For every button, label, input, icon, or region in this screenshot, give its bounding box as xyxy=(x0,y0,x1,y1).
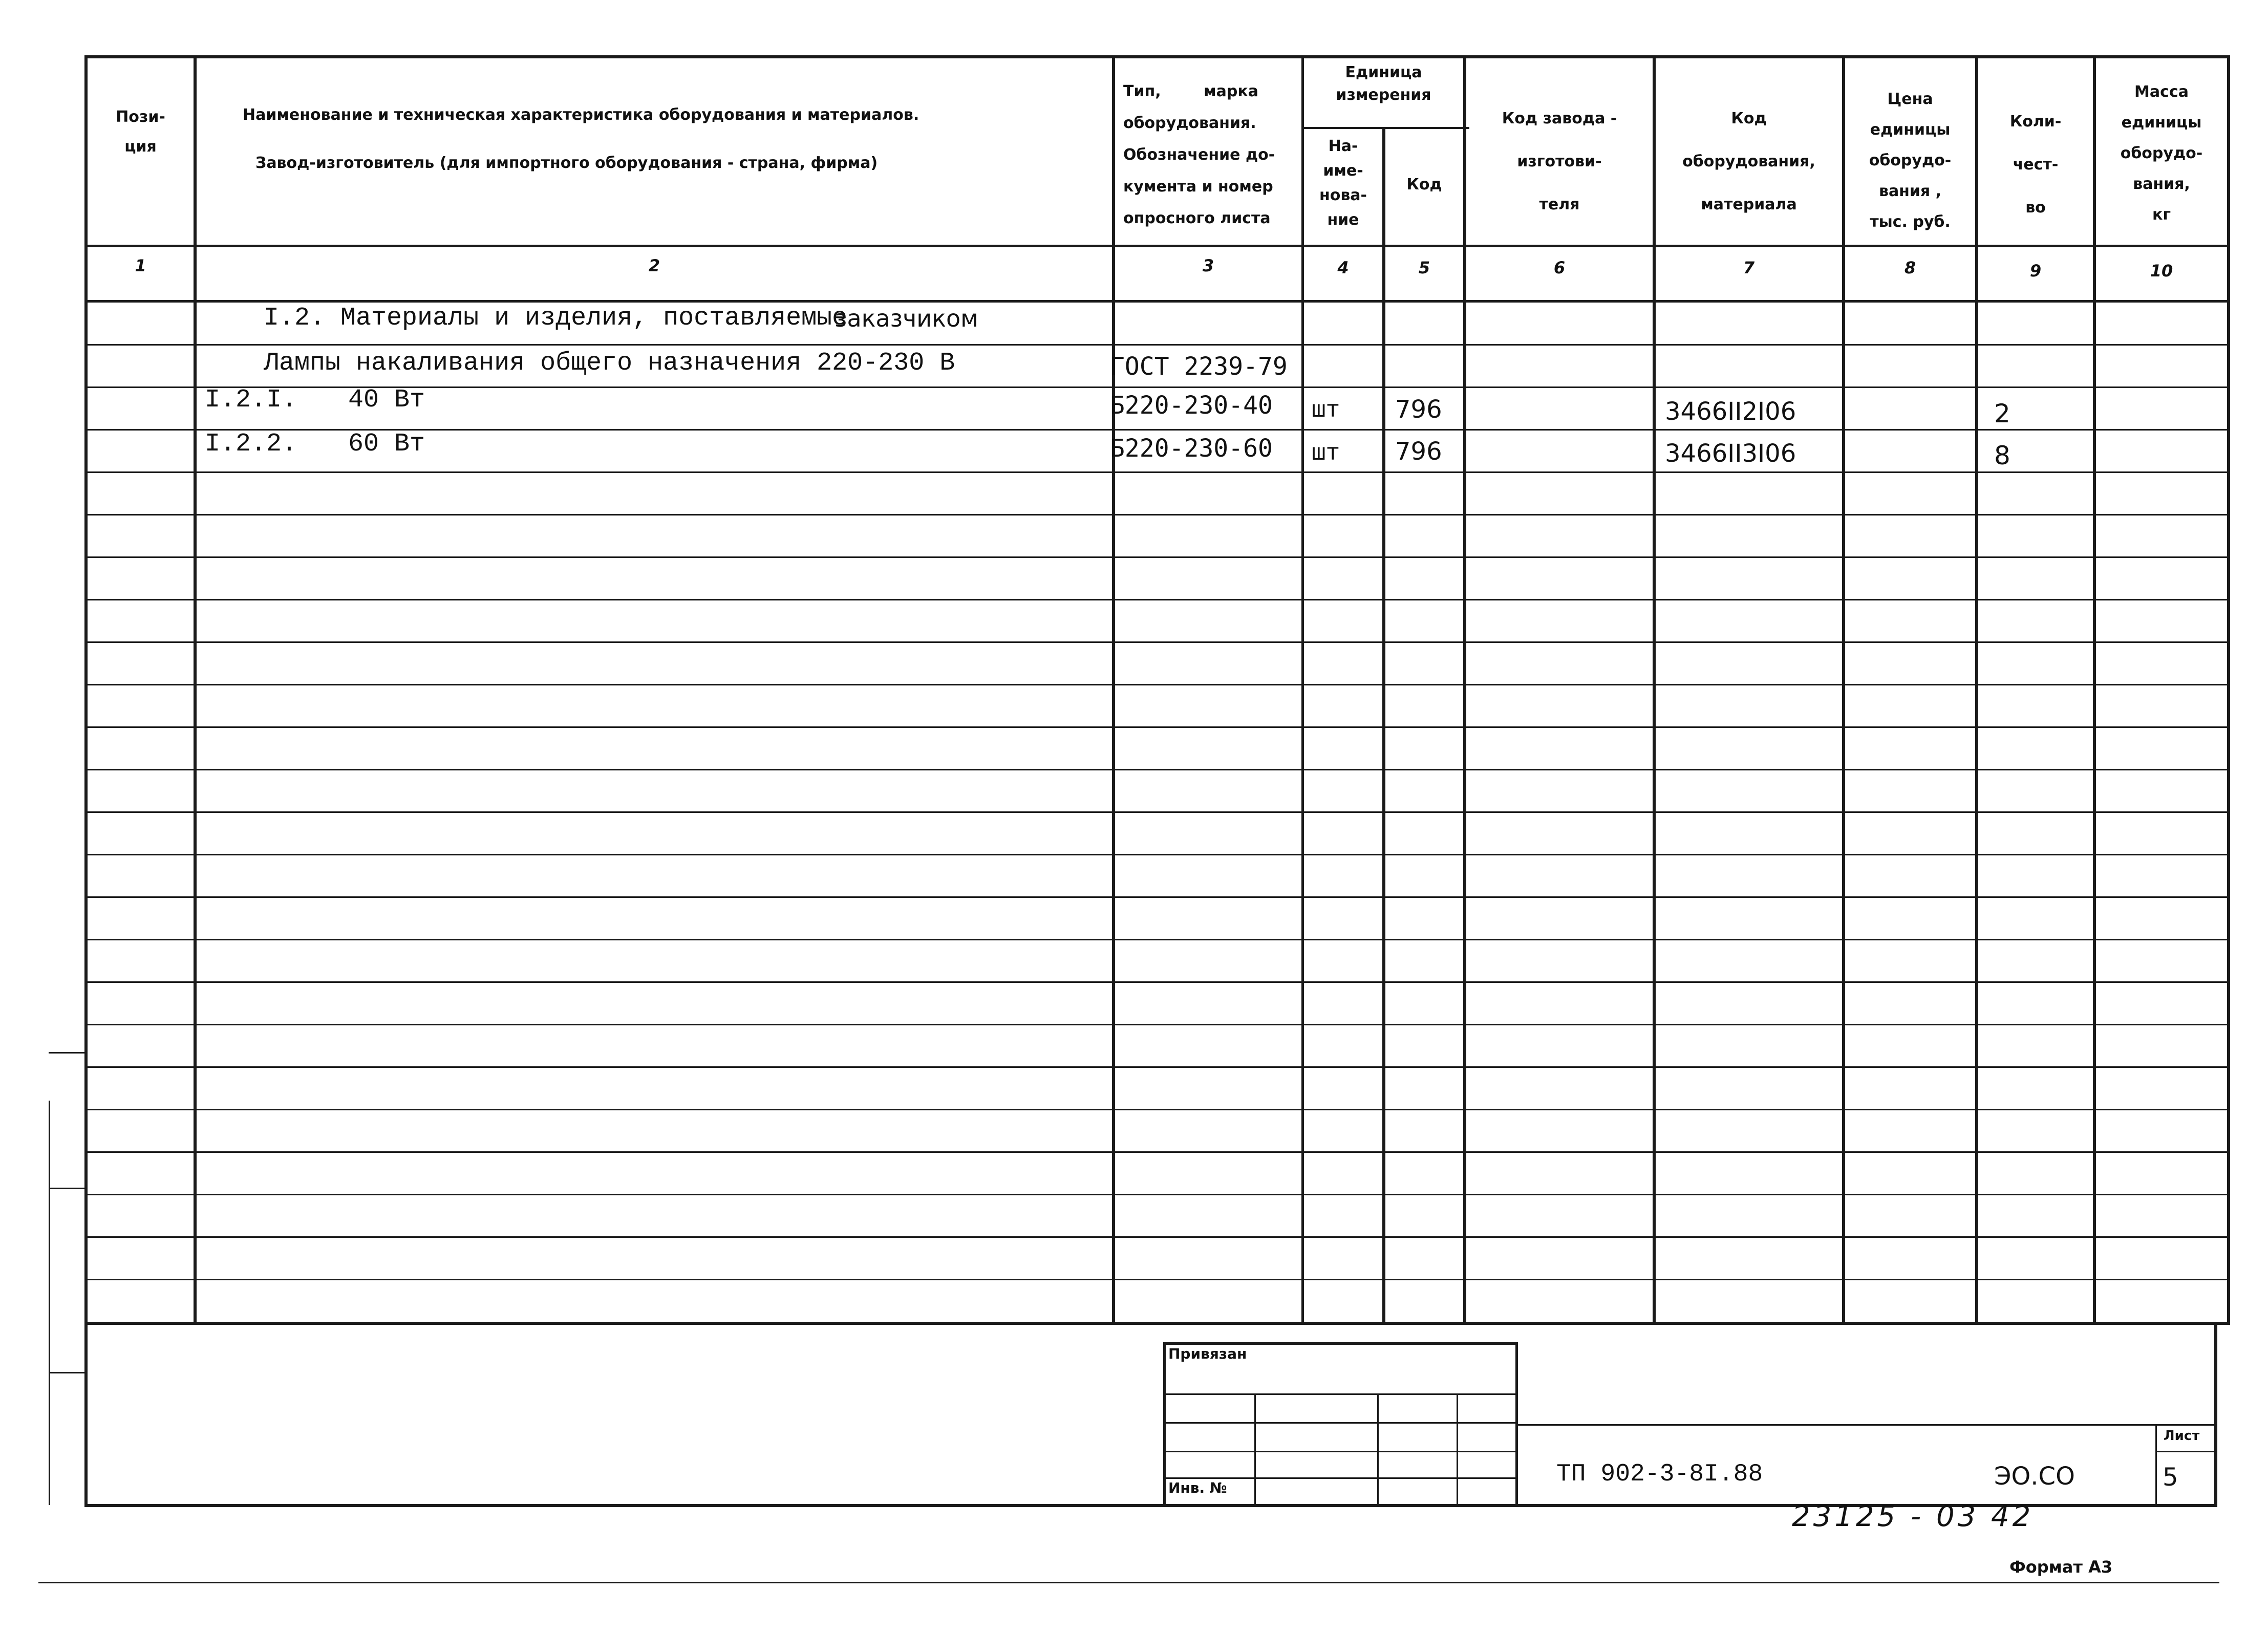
document-code: ТП 902-3-8I.88 xyxy=(1556,1460,1763,1488)
column-number-1: 1 xyxy=(135,256,146,275)
header-type-mark: Тип, марка оборудования. Обозначение до- кумента и номер опросного листа xyxy=(1123,82,1275,227)
row-name: 60 Вт xyxy=(348,429,425,459)
row-type: Б220-230-60 xyxy=(1110,434,1273,463)
stamp-inv-number: Инв. № xyxy=(1168,1479,1227,1496)
column-number-9: 9 xyxy=(2029,261,2042,281)
stamp-privyazan: Привязан xyxy=(1168,1345,1247,1362)
header-item-code: Код оборудования, материала xyxy=(1682,110,1815,213)
column-number-2: 2 xyxy=(648,256,660,275)
row-position: I.2.I. xyxy=(205,385,297,415)
header-unit-group: Единица измерения xyxy=(1336,63,1431,104)
row-quantity: 2 xyxy=(1994,399,2010,428)
row-name: 40 Вт xyxy=(348,385,425,415)
row-item-code: 3466II2I06 xyxy=(1665,397,1796,426)
header-unit-mass: Масса единицы оборудо- вания, кг xyxy=(2120,83,2203,224)
row-quantity: 8 xyxy=(1994,441,2010,470)
row-type: Б220-230-40 xyxy=(1110,391,1273,420)
column-number-4: 4 xyxy=(1337,258,1349,277)
row-position: I.2.2. xyxy=(205,429,297,459)
row-type: ГОСТ 2239-79 xyxy=(1110,352,1288,381)
sheet-number: 5 xyxy=(2163,1463,2178,1492)
row-unit: шт xyxy=(1312,397,1340,424)
column-number-6: 6 xyxy=(1553,258,1566,277)
row-name-handwritten: заказчиком xyxy=(835,305,978,332)
row-name: I.2. Материалы и изделия, поставляемые xyxy=(264,304,848,333)
format-label: Формат А3 xyxy=(2009,1557,2113,1577)
section-code: ЭО.СО xyxy=(1994,1462,2075,1491)
row-unit-code: 796 xyxy=(1395,437,1442,466)
header-unit-name: На- име- нова- ние xyxy=(1319,137,1367,229)
column-number-7: 7 xyxy=(1743,258,1755,277)
column-number-3: 3 xyxy=(1202,256,1214,275)
header-factory-code: Код завода - изготови- теля xyxy=(1502,110,1617,213)
column-number-8: 8 xyxy=(1904,258,1916,277)
row-item-code: 3466II3I06 xyxy=(1665,439,1796,468)
column-number-10: 10 xyxy=(2150,261,2173,281)
header-unit-code: Код xyxy=(1406,176,1442,194)
row-unit: шт xyxy=(1312,440,1340,467)
header-quantity: Коли- чест- во xyxy=(2009,113,2062,217)
header-name-line2: Завод-изготовитель (для импортного оборудования - страна, фирма) xyxy=(255,154,878,172)
header-unit-price: Цена единицы оборудо- вания , тыс. руб. xyxy=(1869,90,1952,231)
sheet-label: Лист xyxy=(2164,1428,2200,1444)
header-position: Пози- ция xyxy=(116,108,165,156)
row-unit-code: 796 xyxy=(1395,395,1442,424)
header-name-line1: Наименование и техническая характеристика оборудования и материалов. xyxy=(243,106,919,124)
column-number-5: 5 xyxy=(1418,258,1430,277)
row-name: Лампы накаливания общего назначения 220-230 В xyxy=(264,349,955,378)
handwritten-archive-number: 23125 - 03 42 xyxy=(1792,1500,2034,1533)
